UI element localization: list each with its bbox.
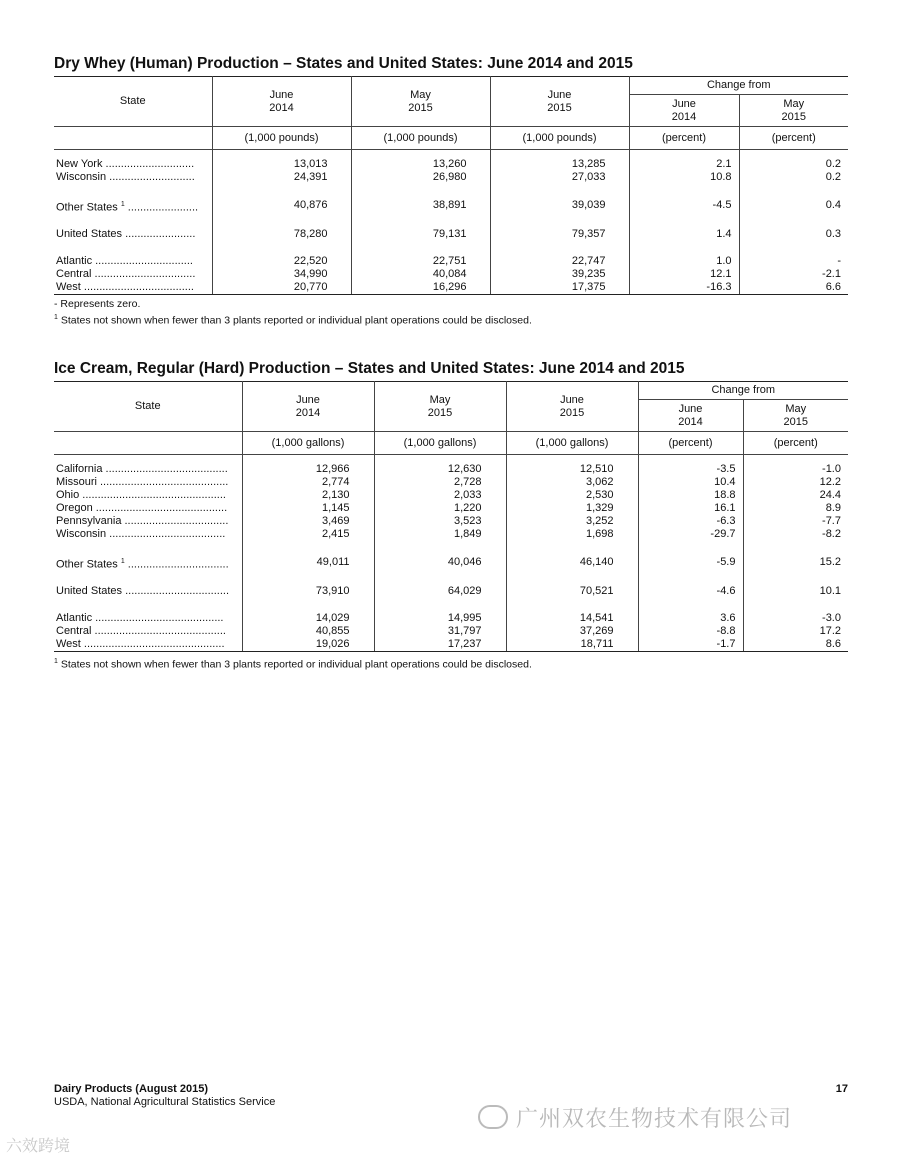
cell: 13,013 [212, 158, 351, 171]
units-row [54, 432, 848, 455]
cell: -8.8 [638, 625, 743, 638]
row-label: United States .................................. [56, 585, 230, 598]
cell: -8.2 [743, 528, 848, 541]
page-footer [54, 1083, 275, 1109]
table-row [54, 528, 848, 541]
cell: 12,966 [242, 463, 374, 476]
cell: -29.7 [638, 528, 743, 541]
cell: 2.1 [629, 158, 739, 171]
table-row [54, 502, 848, 515]
page-number: 17 [835, 1083, 848, 1095]
unit-cell: (percent) [739, 127, 848, 150]
cell: 31,797 [374, 625, 506, 638]
cell: 3,062 [506, 476, 638, 489]
cell: 40,876 [212, 198, 351, 215]
table-row [54, 585, 848, 598]
cell: 64,029 [374, 585, 506, 598]
table-row [54, 515, 848, 528]
cell: 8.6 [743, 638, 848, 652]
ice-cream-section [54, 360, 848, 672]
cell: 39,235 [490, 268, 629, 281]
cell: 14,541 [506, 612, 638, 625]
cell: 2,415 [242, 528, 374, 541]
row-label: Pennsylvania .................................. [56, 514, 229, 527]
table-row [54, 489, 848, 502]
cell: 1,329 [506, 502, 638, 515]
header-change-may-2015: May 2015 [743, 400, 848, 432]
cell: 37,269 [506, 625, 638, 638]
cell: -4.5 [629, 198, 739, 215]
unit-cell: (percent) [743, 432, 848, 455]
header-change-may-2015: May 2015 [739, 95, 848, 127]
cell: 1.4 [629, 228, 739, 241]
cell: 46,140 [506, 555, 638, 572]
cell: -3.5 [638, 463, 743, 476]
table-row [54, 463, 848, 476]
unit-cell: (1,000 pounds) [351, 127, 490, 150]
cell: 3.6 [638, 612, 743, 625]
row-label: California ........................................ [56, 462, 228, 475]
cell: -6.3 [638, 515, 743, 528]
cell: 16.1 [638, 502, 743, 515]
table-row [54, 625, 848, 638]
units-row [54, 127, 848, 150]
cell: -3.0 [743, 612, 848, 625]
header-change-from: Change from [629, 77, 848, 95]
ice-cream-title: Ice Cream, Regular (Hard) Production – States and United States: June 2014 and 2015 [54, 360, 685, 377]
cell: 12.2 [743, 476, 848, 489]
footnote-zero: - Represents zero. [54, 298, 141, 311]
table-row [54, 158, 848, 171]
row-label: Other States $^1$ ................................. [56, 557, 229, 571]
cell: 34,990 [212, 268, 351, 281]
cell: 12,630 [374, 463, 506, 476]
row-label: United States ....................... [56, 228, 196, 241]
footnotes [54, 298, 848, 328]
cell: 40,855 [242, 625, 374, 638]
cell: 24,391 [212, 171, 351, 184]
cell: -16.3 [629, 281, 739, 295]
header-may-2015: May 2015 [374, 382, 506, 432]
row-label: Atlantic .......................................... [56, 612, 224, 625]
dry-whey-section [54, 55, 848, 328]
cell: 18,711 [506, 638, 638, 652]
cell: 24.4 [743, 489, 848, 502]
cell: 12,510 [506, 463, 638, 476]
unit-cell: (percent) [638, 432, 743, 455]
cell: 0.2 [739, 158, 848, 171]
row-label: Central ................................. [56, 268, 196, 281]
table-row [54, 198, 848, 215]
row-label: Ohio ............................................... [56, 488, 226, 501]
row-label: Missouri .......................................... [56, 475, 229, 488]
cell: 22,751 [351, 255, 490, 268]
cell: 22,747 [490, 255, 629, 268]
cell: 2,130 [242, 489, 374, 502]
cell: 20,770 [212, 281, 351, 295]
cell: 73,910 [242, 585, 374, 598]
header-state: State [54, 382, 242, 432]
header-change-june-2014: June 2014 [638, 400, 743, 432]
header-state: State [54, 77, 212, 127]
cell: 1,698 [506, 528, 638, 541]
footnotes [54, 655, 848, 672]
cell: 40,084 [351, 268, 490, 281]
cell: 15.2 [743, 555, 848, 572]
cell: 0.3 [739, 228, 848, 241]
unit-cell: (percent) [629, 127, 739, 150]
cell: 3,523 [374, 515, 506, 528]
cell: 16,296 [351, 281, 490, 295]
cell: 13,260 [351, 158, 490, 171]
cell: 78,280 [212, 228, 351, 241]
cell: 10.1 [743, 585, 848, 598]
unit-cell: (1,000 pounds) [490, 127, 629, 150]
cell: 6.6 [739, 281, 848, 295]
table-row [54, 612, 848, 625]
table-row [54, 171, 848, 184]
cell: 14,029 [242, 612, 374, 625]
cell: -4.6 [638, 585, 743, 598]
cell: 70,521 [506, 585, 638, 598]
cell: 49,011 [242, 555, 374, 572]
cell: 10.8 [629, 171, 739, 184]
cell: -7.7 [743, 515, 848, 528]
company-watermark: 广州双农生物技术有限公司 [478, 1102, 792, 1133]
cell: 2,728 [374, 476, 506, 489]
cell: 1,849 [374, 528, 506, 541]
cell: 38,891 [351, 198, 490, 215]
header-june-2014: June 2014 [212, 77, 351, 127]
cell: 12.1 [629, 268, 739, 281]
header-change-june-2014: June 2014 [629, 95, 739, 127]
cell: 27,033 [490, 171, 629, 184]
footnote-1: $^1$ States not shown when fewer than 3 plants reported or individual plant operations could be disclosed. [54, 658, 532, 671]
cell: 1,220 [374, 502, 506, 515]
cell: 0.4 [739, 198, 848, 215]
table-row [54, 555, 848, 572]
cell: 17.2 [743, 625, 848, 638]
header-june-2015: June 2015 [490, 77, 629, 127]
publication-title: Dairy Products (August 2015) [54, 1083, 209, 1095]
dry-whey-title: Dry Whey (Human) Production – States and United States: June 2014 and 2015 [54, 55, 633, 72]
cell: 3,252 [506, 515, 638, 528]
unit-cell: (1,000 gallons) [242, 432, 374, 455]
row-label: West .................................... [54, 281, 212, 295]
cell: -2.1 [739, 268, 848, 281]
cell: 1,145 [242, 502, 374, 515]
cell: -1.7 [638, 638, 743, 652]
cell: 17,237 [374, 638, 506, 652]
cell: 26,980 [351, 171, 490, 184]
row-label: Central ........................................... [56, 625, 226, 638]
cell: 10.4 [638, 476, 743, 489]
cell: 39,039 [490, 198, 629, 215]
header-change-from: Change from [638, 382, 848, 400]
dry-whey-table [54, 76, 848, 295]
cell: 22,520 [212, 255, 351, 268]
cell: 19,026 [242, 638, 374, 652]
cell: 14,995 [374, 612, 506, 625]
row-label: Other States $^1$ ....................... [56, 200, 199, 214]
header-june-2015: June 2015 [506, 382, 638, 432]
row-label: Wisconsin ...................................... [56, 527, 226, 540]
ice-cream-table [54, 381, 848, 652]
row-label: Atlantic ................................ [56, 255, 193, 268]
cell: -1.0 [743, 463, 848, 476]
unit-cell: (1,000 pounds) [212, 127, 351, 150]
cell: 13,285 [490, 158, 629, 171]
cell: 79,357 [490, 228, 629, 241]
footnote-1: $^1$ States not shown when fewer than 3 plants reported or individual plant operations could be disclosed. [54, 314, 532, 327]
header-june-2014: June 2014 [242, 382, 374, 432]
cell: 8.9 [743, 502, 848, 515]
table-row [54, 268, 848, 281]
table-row [54, 255, 848, 268]
cell: 2,033 [374, 489, 506, 502]
cell: -5.9 [638, 555, 743, 572]
cell: 1.0 [629, 255, 739, 268]
cell: 0.2 [739, 171, 848, 184]
cell: 17,375 [490, 281, 629, 295]
table-row [54, 281, 848, 295]
cell: - [739, 255, 848, 268]
table-row [54, 638, 848, 652]
unit-cell: (1,000 gallons) [374, 432, 506, 455]
cell: 2,774 [242, 476, 374, 489]
table-row [54, 476, 848, 489]
agency-name: USDA, National Agricultural Statistics Service [54, 1096, 276, 1108]
row-label: Wisconsin ............................ [56, 170, 195, 183]
unit-cell: (1,000 gallons) [506, 432, 638, 455]
table-row [54, 228, 848, 241]
header-may-2015: May 2015 [351, 77, 490, 127]
row-label: New York ............................. [56, 157, 195, 170]
row-label: West .............................................. [54, 638, 242, 652]
cell: 3,469 [242, 515, 374, 528]
cell: 2,530 [506, 489, 638, 502]
wechat-icon [478, 1105, 508, 1129]
cell: 40,046 [374, 555, 506, 572]
cell: 79,131 [351, 228, 490, 241]
brand-watermark: 六效跨境 [6, 1138, 71, 1155]
row-label: Oregon ........................................... [56, 501, 228, 514]
cell: 18.8 [638, 489, 743, 502]
